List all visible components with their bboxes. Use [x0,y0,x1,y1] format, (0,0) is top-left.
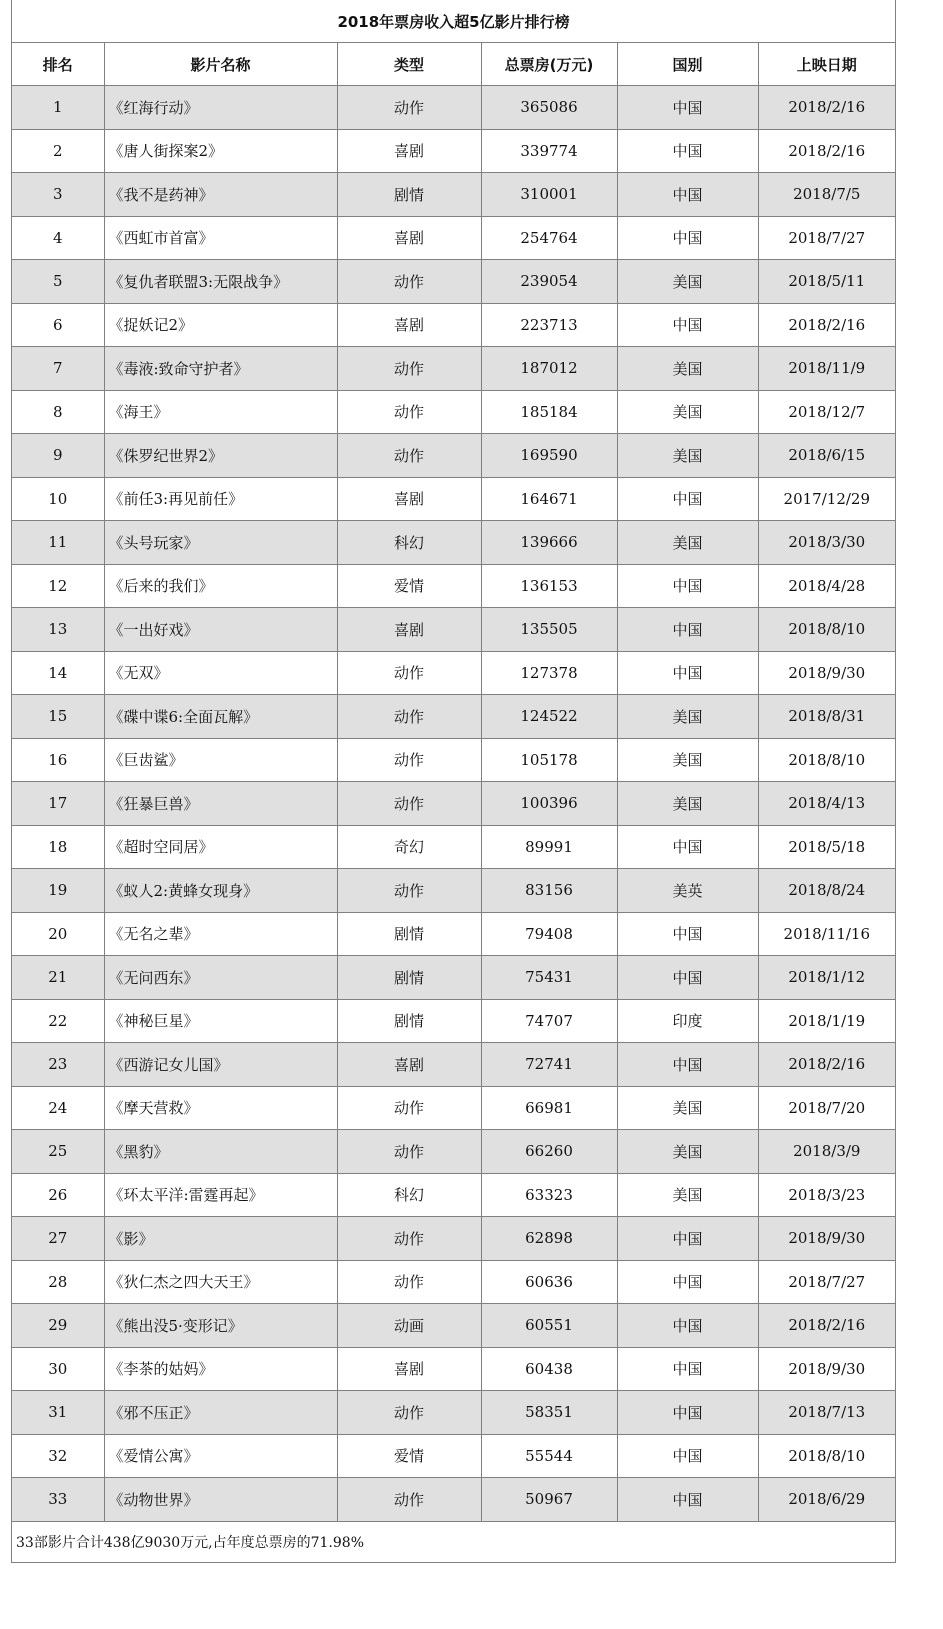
table-row [12,912,895,956]
cell-genre: 剧情 [337,173,481,217]
cell-release-date: 2018/4/28 [758,564,895,608]
cell-release-date: 2018/7/27 [758,216,895,260]
table-row [12,347,895,391]
table-row [12,782,895,826]
cell-country: 中国 [617,1478,758,1522]
cell-genre: 奇幻 [337,825,481,869]
cell-film-name: 《头号玩家》 [104,521,337,565]
cell-country: 中国 [617,912,758,956]
cell-country: 美国 [617,782,758,826]
table-row [12,1434,895,1478]
cell-genre: 爱情 [337,564,481,608]
table-row [12,1478,895,1522]
cell-rank: 25 [12,1130,104,1174]
cell-release-date: 2018/1/12 [758,956,895,1000]
table-row [12,999,895,1043]
cell-rank: 24 [12,1086,104,1130]
cell-genre: 动作 [337,1260,481,1304]
table-row [12,260,895,304]
cell-genre: 剧情 [337,956,481,1000]
footer-row [12,1521,895,1562]
cell-film-name: 《无双》 [104,651,337,695]
cell-genre: 动作 [337,1478,481,1522]
cell-release-date: 2018/7/5 [758,173,895,217]
cell-genre: 动画 [337,1304,481,1348]
cell-gross: 72741 [481,1043,617,1087]
table-row [12,1173,895,1217]
cell-release-date: 2018/2/16 [758,129,895,173]
table-row [12,1260,895,1304]
cell-country: 美国 [617,1173,758,1217]
cell-gross: 254764 [481,216,617,260]
cell-genre: 喜剧 [337,477,481,521]
cell-release-date: 2018/7/20 [758,1086,895,1130]
cell-rank: 20 [12,912,104,956]
cell-film-name: 《毒液:致命守护者》 [104,347,337,391]
cell-genre: 喜剧 [337,608,481,652]
cell-country: 中国 [617,1043,758,1087]
table-row [12,695,895,739]
cell-gross: 136153 [481,564,617,608]
cell-country: 中国 [617,173,758,217]
cell-release-date: 2018/4/13 [758,782,895,826]
cell-genre: 动作 [337,1130,481,1174]
cell-genre: 科幻 [337,1173,481,1217]
cell-rank: 30 [12,1347,104,1391]
cell-film-name: 《西游记女儿国》 [104,1043,337,1087]
cell-gross: 89991 [481,825,617,869]
cell-release-date: 2018/11/9 [758,347,895,391]
cell-rank: 14 [12,651,104,695]
cell-country: 印度 [617,999,758,1043]
box-office-table [12,0,895,1563]
cell-gross: 223713 [481,303,617,347]
table-row [12,738,895,782]
cell-country: 中国 [617,608,758,652]
cell-release-date: 2018/2/16 [758,1043,895,1087]
table-row [12,1347,895,1391]
cell-country: 中国 [617,129,758,173]
cell-gross: 75431 [481,956,617,1000]
col-header-genre: 类型 [337,43,481,86]
cell-rank: 4 [12,216,104,260]
cell-gross: 127378 [481,651,617,695]
table-row [12,521,895,565]
cell-film-name: 《一出好戏》 [104,608,337,652]
cell-gross: 74707 [481,999,617,1043]
cell-country: 美国 [617,260,758,304]
cell-release-date: 2018/8/10 [758,1434,895,1478]
cell-film-name: 《影》 [104,1217,337,1261]
cell-release-date: 2018/5/11 [758,260,895,304]
cell-film-name: 《后来的我们》 [104,564,337,608]
cell-film-name: 《复仇者联盟3:无限战争》 [104,260,337,304]
cell-release-date: 2018/11/16 [758,912,895,956]
cell-country: 中国 [617,477,758,521]
cell-gross: 187012 [481,347,617,391]
cell-country: 中国 [617,651,758,695]
cell-film-name: 《红海行动》 [104,86,337,130]
col-header-rank: 排名 [12,43,104,86]
cell-film-name: 《爱情公寓》 [104,1434,337,1478]
cell-country: 中国 [617,1434,758,1478]
table-row [12,390,895,434]
cell-film-name: 《摩天营救》 [104,1086,337,1130]
cell-release-date: 2018/8/10 [758,608,895,652]
cell-film-name: 《捉妖记2》 [104,303,337,347]
cell-genre: 动作 [337,260,481,304]
cell-rank: 6 [12,303,104,347]
table-row [12,1391,895,1435]
cell-rank: 12 [12,564,104,608]
cell-country: 美英 [617,869,758,913]
cell-genre: 动作 [337,651,481,695]
cell-genre: 喜剧 [337,216,481,260]
cell-country: 中国 [617,303,758,347]
cell-genre: 动作 [337,347,481,391]
cell-release-date: 2018/2/16 [758,86,895,130]
cell-release-date: 2018/6/15 [758,434,895,478]
cell-gross: 339774 [481,129,617,173]
cell-country: 中国 [617,956,758,1000]
cell-rank: 19 [12,869,104,913]
cell-genre: 动作 [337,434,481,478]
cell-gross: 50967 [481,1478,617,1522]
cell-release-date: 2018/1/19 [758,999,895,1043]
table-row [12,1304,895,1348]
cell-release-date: 2018/7/13 [758,1391,895,1435]
cell-gross: 79408 [481,912,617,956]
table-row [12,869,895,913]
cell-release-date: 2017/12/29 [758,477,895,521]
cell-gross: 63323 [481,1173,617,1217]
cell-release-date: 2018/3/30 [758,521,895,565]
table-row [12,608,895,652]
cell-film-name: 《狂暴巨兽》 [104,782,337,826]
cell-rank: 15 [12,695,104,739]
cell-film-name: 《黑豹》 [104,1130,337,1174]
col-header-name: 影片名称 [104,43,337,86]
cell-gross: 60551 [481,1304,617,1348]
cell-film-name: 《环太平洋:雷霆再起》 [104,1173,337,1217]
cell-rank: 2 [12,129,104,173]
col-header-date: 上映日期 [758,43,895,86]
cell-genre: 科幻 [337,521,481,565]
table-row [12,129,895,173]
cell-country: 中国 [617,825,758,869]
cell-film-name: 《超时空同居》 [104,825,337,869]
cell-country: 中国 [617,1217,758,1261]
cell-release-date: 2018/3/23 [758,1173,895,1217]
cell-country: 美国 [617,434,758,478]
col-header-gross: 总票房(万元) [481,43,617,86]
cell-film-name: 《狄仁杰之四大天王》 [104,1260,337,1304]
cell-rank: 32 [12,1434,104,1478]
cell-release-date: 2018/2/16 [758,303,895,347]
cell-rank: 26 [12,1173,104,1217]
cell-film-name: 《蚁人2:黄蜂女现身》 [104,869,337,913]
cell-genre: 动作 [337,1086,481,1130]
cell-country: 美国 [617,390,758,434]
cell-rank: 7 [12,347,104,391]
col-header-country: 国别 [617,43,758,86]
table-row [12,564,895,608]
table-row [12,651,895,695]
cell-film-name: 《神秘巨星》 [104,999,337,1043]
header-row [12,43,895,86]
cell-rank: 17 [12,782,104,826]
cell-film-name: 《邪不压正》 [104,1391,337,1435]
cell-rank: 31 [12,1391,104,1435]
footer-note: 33部影片合计438亿9030万元,占年度总票房的71.98% [12,1521,895,1562]
cell-film-name: 《海王》 [104,390,337,434]
cell-film-name: 《巨齿鲨》 [104,738,337,782]
cell-country: 中国 [617,1304,758,1348]
cell-rank: 3 [12,173,104,217]
cell-country: 美国 [617,521,758,565]
cell-film-name: 《西虹市首富》 [104,216,337,260]
cell-rank: 27 [12,1217,104,1261]
cell-gross: 60636 [481,1260,617,1304]
cell-gross: 185184 [481,390,617,434]
cell-genre: 剧情 [337,999,481,1043]
cell-genre: 动作 [337,390,481,434]
cell-film-name: 《我不是药神》 [104,173,337,217]
table-row [12,86,895,130]
cell-release-date: 2018/5/18 [758,825,895,869]
cell-gross: 66260 [481,1130,617,1174]
cell-gross: 55544 [481,1434,617,1478]
cell-gross: 365086 [481,86,617,130]
table-row [12,1130,895,1174]
table-row [12,216,895,260]
cell-country: 美国 [617,695,758,739]
table-row [12,477,895,521]
cell-country: 美国 [617,1086,758,1130]
cell-release-date: 2018/2/16 [758,1304,895,1348]
cell-rank: 16 [12,738,104,782]
cell-film-name: 《无问西东》 [104,956,337,1000]
cell-genre: 动作 [337,695,481,739]
cell-genre: 动作 [337,1217,481,1261]
cell-release-date: 2018/8/31 [758,695,895,739]
cell-film-name: 《动物世界》 [104,1478,337,1522]
cell-genre: 喜剧 [337,303,481,347]
cell-gross: 58351 [481,1391,617,1435]
table-title: 2018年票房收入超5亿影片排行榜 [12,0,895,43]
cell-country: 中国 [617,216,758,260]
table-row [12,434,895,478]
cell-gross: 83156 [481,869,617,913]
cell-rank: 8 [12,390,104,434]
table-row [12,1043,895,1087]
cell-film-name: 《唐人街探案2》 [104,129,337,173]
cell-gross: 105178 [481,738,617,782]
cell-genre: 动作 [337,738,481,782]
cell-film-name: 《侏罗纪世界2》 [104,434,337,478]
cell-genre: 动作 [337,869,481,913]
cell-genre: 剧情 [337,912,481,956]
cell-gross: 100396 [481,782,617,826]
table-row [12,825,895,869]
cell-release-date: 2018/9/30 [758,1347,895,1391]
cell-film-name: 《李茶的姑妈》 [104,1347,337,1391]
cell-genre: 喜剧 [337,1043,481,1087]
cell-release-date: 2018/7/27 [758,1260,895,1304]
cell-rank: 5 [12,260,104,304]
cell-rank: 10 [12,477,104,521]
cell-gross: 239054 [481,260,617,304]
table-row [12,173,895,217]
cell-gross: 310001 [481,173,617,217]
cell-release-date: 2018/3/9 [758,1130,895,1174]
cell-genre: 爱情 [337,1434,481,1478]
table-row [12,956,895,1000]
cell-release-date: 2018/6/29 [758,1478,895,1522]
cell-rank: 11 [12,521,104,565]
cell-rank: 21 [12,956,104,1000]
cell-gross: 60438 [481,1347,617,1391]
cell-release-date: 2018/8/24 [758,869,895,913]
table-row [12,303,895,347]
table-row [12,1217,895,1261]
cell-genre: 喜剧 [337,1347,481,1391]
box-office-sheet [11,0,896,1563]
title-row [12,0,895,43]
cell-gross: 62898 [481,1217,617,1261]
cell-release-date: 2018/12/7 [758,390,895,434]
cell-gross: 164671 [481,477,617,521]
cell-gross: 124522 [481,695,617,739]
cell-rank: 1 [12,86,104,130]
table-row [12,1086,895,1130]
cell-film-name: 《无名之辈》 [104,912,337,956]
cell-country: 美国 [617,1130,758,1174]
cell-genre: 动作 [337,1391,481,1435]
cell-rank: 22 [12,999,104,1043]
cell-release-date: 2018/9/30 [758,651,895,695]
cell-rank: 28 [12,1260,104,1304]
cell-country: 中国 [617,1391,758,1435]
cell-gross: 66981 [481,1086,617,1130]
cell-genre: 喜剧 [337,129,481,173]
cell-gross: 135505 [481,608,617,652]
cell-country: 美国 [617,347,758,391]
cell-country: 中国 [617,564,758,608]
cell-rank: 33 [12,1478,104,1522]
cell-rank: 13 [12,608,104,652]
cell-country: 美国 [617,738,758,782]
cell-release-date: 2018/9/30 [758,1217,895,1261]
cell-film-name: 《熊出没5·变形记》 [104,1304,337,1348]
cell-rank: 23 [12,1043,104,1087]
cell-genre: 动作 [337,86,481,130]
cell-gross: 139666 [481,521,617,565]
cell-release-date: 2018/8/10 [758,738,895,782]
cell-rank: 18 [12,825,104,869]
cell-country: 中国 [617,86,758,130]
cell-country: 中国 [617,1260,758,1304]
cell-film-name: 《前任3:再见前任》 [104,477,337,521]
cell-rank: 29 [12,1304,104,1348]
cell-film-name: 《碟中谍6:全面瓦解》 [104,695,337,739]
cell-genre: 动作 [337,782,481,826]
cell-gross: 169590 [481,434,617,478]
cell-country: 中国 [617,1347,758,1391]
cell-rank: 9 [12,434,104,478]
